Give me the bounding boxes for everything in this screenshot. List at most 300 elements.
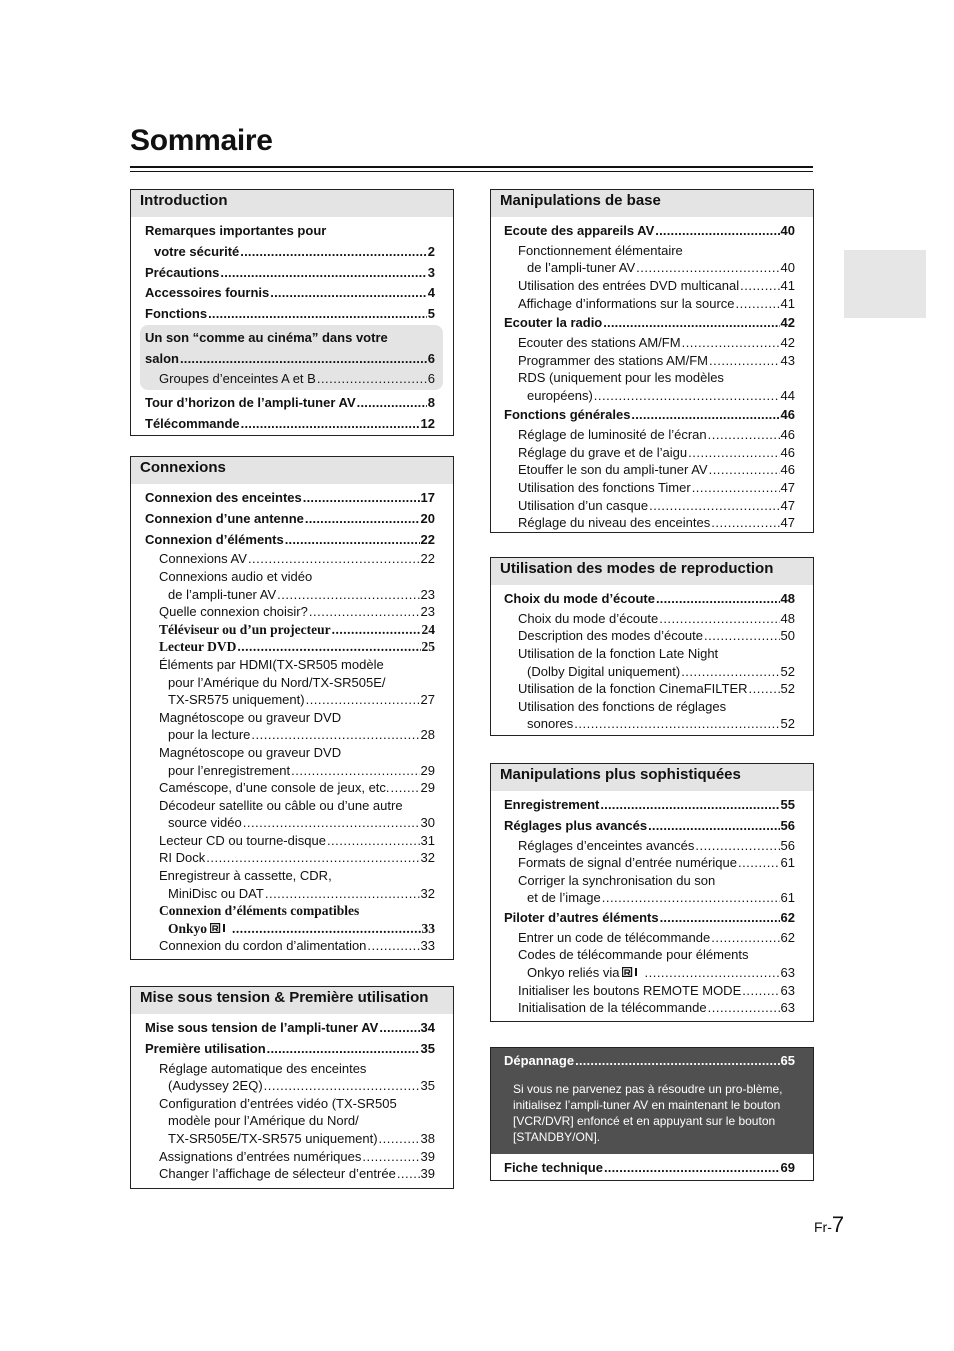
toc-entry: [504, 313, 795, 334]
toc-page-number: 32: [420, 850, 435, 866]
toc-entry: [518, 610, 795, 628]
toc-entry: [145, 283, 435, 304]
section-depannage: [490, 1047, 814, 1181]
dot-leader: [649, 497, 779, 515]
toc-page-number: 52: [780, 681, 795, 697]
dot-leader: [285, 530, 420, 551]
toc-page-number: 56: [780, 817, 795, 833]
toc-entry-title: Groupes d’enceintes A et B: [159, 370, 316, 386]
dot-leader: [602, 889, 780, 907]
toc-entry-title: MiniDisc ou DAT: [168, 885, 264, 901]
toc-entry-title: Réglage du niveau des enceintes: [518, 515, 711, 531]
toc-page-number: 34: [420, 1020, 435, 1035]
toc-entry: [168, 885, 435, 903]
highlighted-group: [140, 325, 443, 390]
toc-entry-title: Téléviseur ou d’un projecteur: [159, 621, 331, 637]
toc-entry: [159, 550, 435, 568]
toc-entry: [504, 405, 795, 426]
toc-entry: [504, 795, 795, 816]
ri-logo-icon: [622, 964, 640, 982]
dot-leader: [695, 837, 779, 855]
toc-page-number: 33: [421, 920, 435, 936]
toc-page-number: 47: [780, 497, 795, 513]
toc-entry: [527, 715, 795, 733]
toc-page-number: 46: [780, 444, 795, 460]
toc-entry: [518, 242, 795, 260]
toc-entry-title: européens): [527, 387, 593, 403]
toc-entry-title: Fonctionnement élémentaire: [518, 242, 683, 258]
toc-entry: [518, 946, 795, 964]
toc-page-number: 35: [420, 1040, 435, 1056]
dot-leader: [332, 621, 421, 639]
toc-entry-title: Choix du mode d’écoute: [518, 610, 659, 626]
toc-page-number: 52: [780, 716, 795, 732]
toc-entry-title: Utilisation des entrées DVD multicanal: [518, 277, 740, 293]
dot-leader: [692, 479, 780, 497]
toc-entry-title: Piloter d’autres éléments: [504, 909, 659, 925]
toc-entry: [159, 568, 435, 586]
toc-page-number: 63: [780, 964, 795, 980]
dot-leader: [306, 691, 420, 709]
dot-leader: [362, 1148, 419, 1166]
toc-entry-title: Etouffer le son du ampli-tuner AV: [518, 462, 708, 478]
toc-page-number: 29: [420, 780, 435, 796]
dot-leader: [575, 1051, 779, 1072]
dot-leader: [594, 387, 780, 405]
toc-entry-title: Lecteur DVD: [159, 639, 237, 655]
toc-entry-title: Enregistreur à cassette, CDR,: [159, 868, 332, 884]
dot-leader: [397, 1165, 420, 1183]
toc-page-number: 47: [780, 515, 795, 531]
toc-page-number: 23: [420, 604, 435, 620]
toc-page-number: 39: [420, 1166, 435, 1182]
toc-entry-title: salon: [145, 350, 179, 366]
toc-entry-title: Ecoute des appareils AV: [504, 223, 655, 238]
toc-entry-title: Onkyo reliés via: [527, 964, 620, 980]
toc-entry: [168, 1130, 435, 1148]
toc-entry: [159, 370, 435, 388]
toc-page-number: 3: [427, 264, 435, 280]
section-heading: Introduction: [131, 190, 453, 217]
toc-page-number: 30: [420, 815, 435, 831]
toc-entry: [145, 414, 435, 435]
toc-page-number: 32: [420, 885, 435, 901]
toc-entry-title: Éléments par HDMI(TX-SR505 modèle: [159, 656, 384, 672]
toc-entry: [504, 1051, 795, 1072]
section-heading: Manipulations plus sophistiquées: [491, 764, 813, 791]
section-mise-sous-tension: [130, 986, 454, 1189]
depannage-highlight: [491, 1048, 813, 1154]
toc-entry-title: (Audyssey 2EQ): [168, 1078, 263, 1094]
dot-leader: [738, 854, 780, 872]
toc-entry: [518, 334, 795, 352]
toc-entry-title: de l’ampli-tuner AV: [168, 586, 277, 602]
toc-page-number: 63: [780, 1000, 795, 1016]
toc-entry: [527, 964, 795, 982]
toc-page-number: 22: [420, 531, 435, 547]
toc-entry: [518, 982, 795, 1000]
toc-entry-title: Connexion du cordon d’alimentation: [159, 938, 367, 954]
toc-entry-title: Connexion d’une antenne: [145, 510, 304, 526]
toc-entry-title: Décodeur satellite ou câble ou d’une autre: [159, 797, 403, 813]
dot-leader: [241, 414, 420, 435]
toc-entry-title: Ecouter des stations AM/FM: [518, 334, 681, 350]
toc-entry: [168, 762, 435, 780]
side-tab: [844, 250, 926, 318]
toc-entry-title: Réglage du grave et de l’aigu: [518, 444, 688, 460]
toc-entry: [518, 461, 795, 479]
dot-leader: [248, 550, 420, 568]
toc-page-number: 2: [427, 243, 435, 259]
toc-entry: [159, 779, 435, 797]
toc-entry: [145, 393, 435, 414]
toc-page-number: 48: [780, 610, 795, 626]
toc-page-number: 29: [420, 762, 435, 778]
toc-entry: [518, 929, 795, 947]
toc-page-number: 56: [780, 837, 795, 853]
toc-entry-title: Choix du mode d’écoute: [504, 591, 655, 606]
toc-page-number: 42: [780, 334, 795, 350]
toc-entry: [145, 488, 435, 509]
toc-entry-title: Fonctions générales: [504, 407, 631, 423]
dot-leader: [270, 283, 426, 304]
toc-entry: [168, 920, 435, 938]
toc-page-number: 25: [421, 639, 435, 655]
dot-leader: [391, 779, 420, 797]
toc-page-number: 46: [780, 462, 795, 478]
toc-page-number: 24: [421, 621, 435, 637]
toc-entry: [145, 304, 435, 325]
toc-page-number: 63: [780, 982, 795, 998]
toc-entry-title: Dépannage: [504, 1053, 575, 1068]
toc-page-number: 31: [420, 832, 435, 848]
toc-entry: [159, 867, 435, 885]
toc-entry: [159, 1165, 435, 1183]
toc-entry: [168, 726, 435, 744]
toc-page-number: 43: [780, 352, 795, 368]
toc-entry-title: Accessoires fournis: [145, 285, 270, 301]
dot-leader: [379, 1018, 419, 1039]
toc-entry: [527, 387, 795, 405]
toc-page-number: 33: [420, 938, 435, 954]
toc-entry: [159, 902, 435, 920]
toc-entry: [518, 514, 795, 532]
section-introduction: [130, 189, 454, 436]
toc-entry-title: Configuration d’entrées vidéo (TX-SR505: [159, 1095, 397, 1111]
dot-leader: [708, 999, 780, 1017]
toc-entry: [518, 645, 795, 663]
section-heading: Utilisation des modes de reproduction: [491, 558, 813, 585]
dot-leader: [682, 334, 780, 352]
toc-entry-title: Connexion d’éléments compatibles: [159, 903, 360, 919]
toc-entry-title: Connexion des enceintes: [145, 490, 302, 505]
dot-leader: [711, 929, 779, 947]
toc-entry: [168, 691, 435, 709]
toc-entry-title: Utilisation de la fonction Late Night: [518, 645, 719, 661]
toc-entry-title: et de l’image: [527, 890, 601, 906]
toc-entry-title: pour l’enregistrement: [168, 762, 291, 778]
toc-entry-title: Utilisation de la fonction CinemaFILTER: [518, 681, 748, 697]
dot-leader: [659, 610, 779, 628]
dot-leader: [636, 259, 779, 277]
section-heading: Manipulations de base: [491, 190, 813, 217]
toc-page-number: 27: [420, 692, 435, 708]
toc-entry: [504, 589, 795, 610]
toc-page-number: 62: [780, 929, 795, 945]
ri-logo-icon: [210, 920, 228, 938]
toc-entry: [518, 352, 795, 370]
toc-entry: [168, 814, 435, 832]
dot-leader: [267, 1039, 420, 1060]
toc-entry: [159, 849, 435, 867]
toc-entry-title: votre sécurité: [154, 243, 240, 259]
dot-leader: [600, 795, 779, 816]
toc-entry: [518, 999, 795, 1017]
toc-entry-title: Assignations d’entrées numériques: [159, 1148, 362, 1164]
toc-entry: [518, 854, 795, 872]
toc-page-number: 38: [420, 1130, 435, 1146]
toc-page-number: 12: [420, 415, 435, 431]
toc-entry-title: Affichage d’informations sur la source: [518, 295, 735, 311]
toc-entry-title: Un son “comme au cinéma” dans votre: [145, 329, 388, 345]
toc-page-number: 4: [427, 285, 435, 301]
dot-leader: [291, 762, 419, 780]
toc-entry-title: TX-SR505E/TX-SR575 uniquement): [168, 1130, 378, 1146]
toc-page-number: 42: [780, 315, 795, 331]
toc-entry: [168, 1112, 435, 1130]
toc-entry: [527, 663, 795, 681]
depannage-note: Si vous ne parvenez pas à résoudre un pro-blème, initialisez l’ampli-tuner AV en maintenant le bouton [VCR/DVR] enfoncé et en appuyant sur le bouton [STANDBY/ON].: [513, 1081, 783, 1145]
toc-page-number: 46: [780, 407, 795, 423]
toc-page-number: 50: [780, 628, 795, 644]
toc-entry-title: Utilisation d’un casque: [518, 497, 649, 513]
toc-entry: [159, 1060, 435, 1078]
toc-entry-title: Réglage automatique des enceintes: [159, 1060, 367, 1076]
toc-entry-title: Tour d’horizon de l’ampli-tuner AV: [145, 395, 356, 411]
dot-leader: [656, 589, 780, 610]
toc-entry-title: Enregistrement: [504, 797, 600, 812]
dot-leader: [208, 304, 427, 325]
dot-leader: [655, 221, 779, 242]
toc-entry-title: Première utilisation: [145, 1040, 266, 1056]
dot-leader: [180, 349, 427, 370]
toc-entry-title: Mise sous tension de l’ampli-tuner AV: [145, 1020, 379, 1035]
dot-leader: [604, 1158, 780, 1179]
toc-page-number: 22: [420, 551, 435, 567]
toc-entry-title: Utilisation des fonctions Timer: [518, 479, 691, 495]
toc-entry: [159, 1148, 435, 1166]
toc-entry-title: Codes de télécommande pour éléments: [518, 947, 749, 963]
toc-page-number: 41: [780, 277, 795, 293]
dot-leader: [243, 814, 420, 832]
title-rule-thin: [130, 171, 813, 172]
dot-leader: [206, 849, 419, 867]
toc-entry: [154, 242, 435, 263]
toc-page-number: 62: [780, 909, 795, 925]
toc-entry: [168, 674, 435, 692]
toc-entry-title: Connexions AV: [159, 551, 247, 567]
dot-leader: [603, 313, 779, 334]
toc-page-number: 46: [780, 427, 795, 443]
dot-leader: [251, 726, 419, 744]
toc-entry-title: Ecouter la radio: [504, 315, 603, 331]
toc-entry: [518, 837, 795, 855]
toc-entry: [504, 1158, 795, 1179]
toc-entry-title: modèle pour l’Amérique du Nord/: [168, 1113, 359, 1129]
toc-entry: [145, 530, 435, 551]
dot-leader: [644, 964, 779, 982]
toc-page-number: 6: [427, 370, 435, 386]
dot-leader: [749, 680, 780, 698]
toc-entry: [168, 1077, 435, 1095]
section-modes-reproduction: [490, 557, 814, 736]
dot-leader: [660, 908, 780, 929]
toc-entry-title: Magnétoscope ou graveur DVD: [159, 744, 342, 760]
toc-entry: [518, 680, 795, 698]
toc-entry-title: Remarques importantes pour: [145, 223, 327, 238]
dot-leader: [709, 352, 780, 370]
toc-entry-title: Connexions audio et vidéo: [159, 568, 313, 584]
dot-leader: [357, 393, 427, 414]
toc-page-number: 41: [780, 295, 795, 311]
toc-entry: [159, 638, 435, 656]
toc-entry: [145, 1018, 435, 1039]
dot-leader: [688, 444, 779, 462]
toc-entry-title: Utilisation des fonctions de réglages: [518, 698, 727, 714]
toc-entry: [504, 816, 795, 837]
section-connexions: [130, 456, 454, 960]
toc-entry-title: Corriger la synchronisation du son: [518, 872, 716, 888]
toc-entry-title: RDS (uniquement pour les modèles: [518, 370, 724, 386]
toc-entry: [159, 656, 435, 674]
toc-entry: [145, 1039, 435, 1060]
toc-page-number: 61: [780, 855, 795, 871]
toc-entry: [504, 908, 795, 929]
toc-entry: [145, 509, 435, 530]
dot-leader: [704, 627, 780, 645]
toc-entry-title: Initialisation de la télécommande: [518, 1000, 707, 1016]
toc-page-number: 35: [420, 1078, 435, 1094]
section-manipulations-de-base: [490, 189, 814, 533]
dot-leader: [379, 1130, 420, 1148]
section-heading: Mise sous tension & Première utilisation: [131, 987, 453, 1014]
toc-entry: [527, 889, 795, 907]
title-rule: [130, 166, 813, 168]
dot-leader: [264, 1077, 420, 1095]
dot-leader: [277, 586, 419, 604]
toc-entry: [518, 277, 795, 295]
toc-entry-title: Caméscope, d’une console de jeux, etc.: [159, 780, 390, 796]
section-manipulations-plus: [490, 763, 814, 1022]
toc-entry-title: Magnétoscope ou graveur DVD: [159, 709, 342, 725]
toc-entry-title: Réglages plus avancés: [504, 817, 648, 833]
toc-entry-title: TX-SR575 uniquement): [168, 692, 305, 708]
dot-leader: [708, 426, 780, 444]
toc-entry-title: pour l’Amérique du Nord/TX-SR505E/: [168, 674, 386, 690]
dot-leader: [309, 603, 420, 621]
toc-page-number: 40: [780, 260, 795, 276]
toc-entry-title: Description des modes d’écoute: [518, 628, 703, 644]
dot-leader: [740, 277, 779, 295]
toc-entry: [159, 832, 435, 850]
toc-entry: [159, 603, 435, 621]
toc-page-number: 52: [780, 663, 795, 679]
toc-page-number: 47: [780, 479, 795, 495]
toc-page-number: 17: [420, 490, 435, 505]
toc-entry-title: Réglages d’enceintes avancés: [518, 837, 695, 853]
toc-entry: [159, 937, 435, 955]
toc-entry: [145, 349, 435, 370]
toc-entry-title: Connexion d’éléments: [145, 531, 284, 547]
toc-entry-title: de l’ampli-tuner AV: [527, 260, 636, 276]
toc-entry: [518, 426, 795, 444]
toc-entry-title: Lecteur CD ou tourne-disque: [159, 832, 326, 848]
toc-entry: [518, 497, 795, 515]
dot-leader: [367, 937, 419, 955]
toc-entry: [159, 797, 435, 815]
toc-page-number: 39: [420, 1148, 435, 1164]
toc-page-number: 6: [427, 350, 435, 366]
toc-page-number: 23: [420, 586, 435, 602]
dot-leader: [709, 461, 780, 479]
toc-entry: [159, 744, 435, 762]
toc-entry: [518, 872, 795, 890]
dot-leader: [240, 242, 427, 263]
toc-entry: [159, 1095, 435, 1113]
toc-entry-title: Réglage de luminosité de l’écran: [518, 427, 707, 443]
toc-entry-title: Formats de signal d’entrée numérique: [518, 855, 737, 871]
toc-page-number: 69: [780, 1159, 795, 1175]
dot-leader: [681, 663, 779, 681]
toc-entry: [518, 369, 795, 387]
toc-entry-title: pour la lecture: [168, 727, 251, 743]
dot-leader: [631, 405, 779, 426]
dot-leader: [742, 982, 779, 1000]
toc-entry: [518, 444, 795, 462]
toc-entry: [145, 263, 435, 284]
toc-page-number: 48: [780, 591, 795, 606]
toc-entry-title: Programmer des stations AM/FM: [518, 352, 708, 368]
toc-entry-title: (Dolby Digital uniquement): [527, 663, 681, 679]
toc-page-number: 20: [420, 510, 435, 526]
page-title: Sommaire: [130, 124, 273, 157]
toc-entry-title: Fonctions: [145, 306, 208, 322]
toc-entry: [504, 221, 795, 242]
dot-leader: [317, 370, 427, 388]
toc-page-number: 65: [780, 1053, 795, 1068]
toc-entry: [145, 328, 435, 349]
page-number: Fr-7: [814, 1212, 845, 1237]
toc-page-number: 8: [427, 395, 435, 411]
toc-entry: [518, 698, 795, 716]
toc-entry: [159, 621, 435, 639]
section-heading: Connexions: [131, 457, 453, 484]
toc-entry-title: Entrer un code de télécommande: [518, 929, 711, 945]
toc-entry-title: source vidéo: [168, 815, 242, 831]
toc-entry-title: Onkyo: [168, 920, 208, 936]
toc-entry: [518, 479, 795, 497]
dot-leader: [736, 295, 780, 313]
toc-page-number: 61: [780, 890, 795, 906]
toc-entry: [518, 627, 795, 645]
toc-page-number: 44: [780, 387, 795, 403]
toc-entry-title: Quelle connexion choisir?: [159, 604, 308, 620]
toc-entry-title: Télécommande: [145, 415, 240, 431]
dot-leader: [237, 638, 420, 656]
dot-leader: [648, 816, 779, 837]
toc-entry-title: Initialiser les boutons REMOTE MODE: [518, 982, 742, 998]
toc-entry-title: sonores: [527, 716, 574, 732]
